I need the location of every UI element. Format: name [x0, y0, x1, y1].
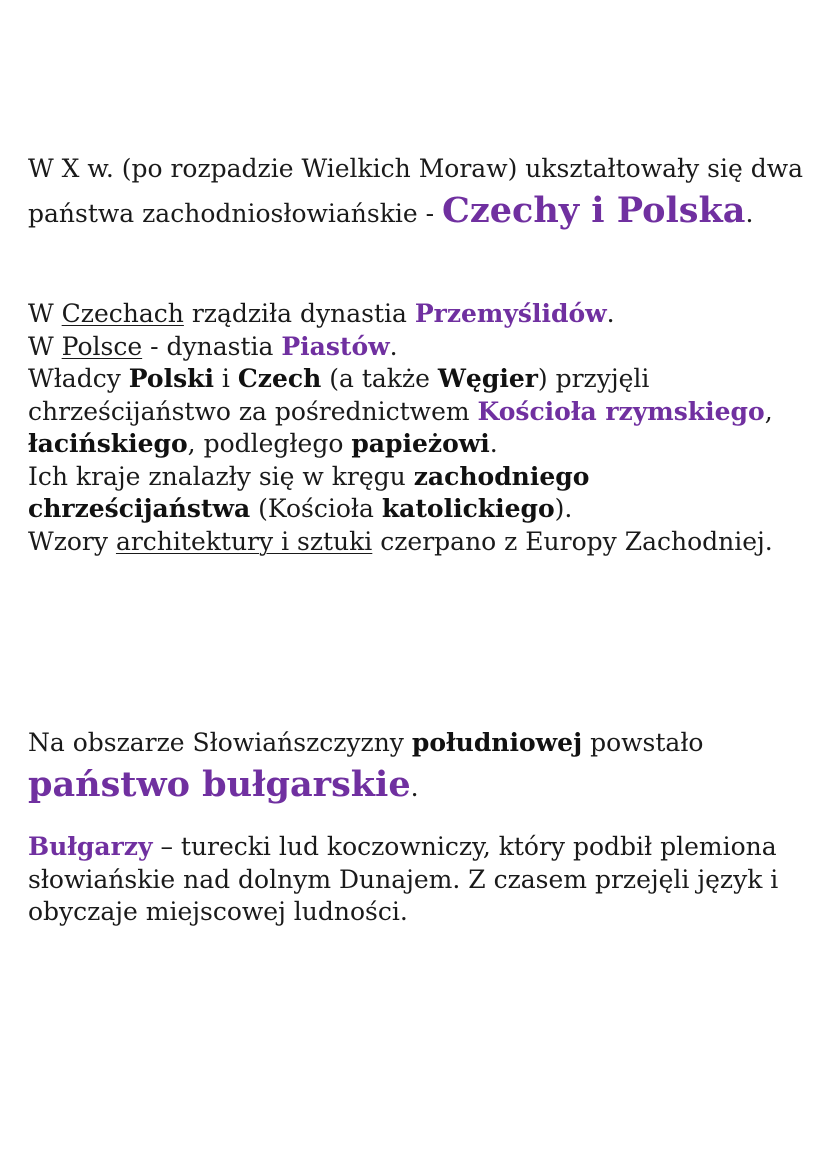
bulgars-description: – turecki lud koczowniczy, który podbił plemiona słowiańskie nad dolnym Dunajem. Z czasem przejęli język i obyczaje miejscowej ludności. — [28, 832, 779, 926]
polsce-underlined: Polsce — [61, 331, 143, 361]
bulgarzy-highlight: Bułgarzy — [28, 832, 153, 861]
papiezowi-bold: papieżowi — [351, 429, 490, 458]
piastow-highlight: Piastów — [281, 331, 390, 361]
bulgarian-state-highlight: państwo bułgarskie — [28, 764, 411, 805]
bulgars-paragraph — [28, 831, 808, 929]
czechach-underlined: Czechach — [61, 299, 184, 328]
architektury-underlined: architektury i sztuki — [115, 526, 373, 556]
intro-text: W X w. (po rozpadzie Wielkich Moraw) ukształtowały się dwa państwa zachodniosłowiańskie - — [28, 154, 804, 228]
kosciola-rzymskiego-highlight: Kościoła rzymskiego — [477, 396, 765, 426]
lacinskiego-bold: łacińskiego — [28, 429, 188, 458]
katolickiego-bold: katolickiego — [381, 494, 555, 523]
wegier-bold: Węgier — [437, 364, 538, 393]
polski-bold: Polski — [128, 364, 214, 393]
southern-slavs-paragraph: Na obszarze Słowiańszczyzny południowej powstało państwo bułgarskie. — [28, 728, 704, 805]
states-highlight: Czechy i Polska — [442, 190, 746, 231]
przemyslidow-highlight: Przemyślidów — [414, 299, 607, 328]
intro-paragraph — [28, 148, 808, 235]
zachodniego-chrzescijanstwa-bold: zachodniego chrześcijaństwa — [28, 461, 590, 523]
czech-bold: Czech — [237, 364, 322, 393]
intro-period: . — [745, 199, 754, 228]
western-slavs-paragraph: W Czechach rządziła dynastia Przemyślidów. W Polsce - dynastia Piastów. Władcy Polski i Czech (a także Węgier) przyjęli chrześcijaństwo za pośrednictwem Kościoła rzymskiego, łacińskiego, podległego papieżowi. Ich kraje znalazły się w kręgu zachodniego chrześcijaństwa (Kościoła katolickiego). Wzory architektury i sztuki czerpano z Europy Zachodniej. — [28, 299, 773, 556]
poludniowej-bold: południowej — [411, 728, 583, 757]
